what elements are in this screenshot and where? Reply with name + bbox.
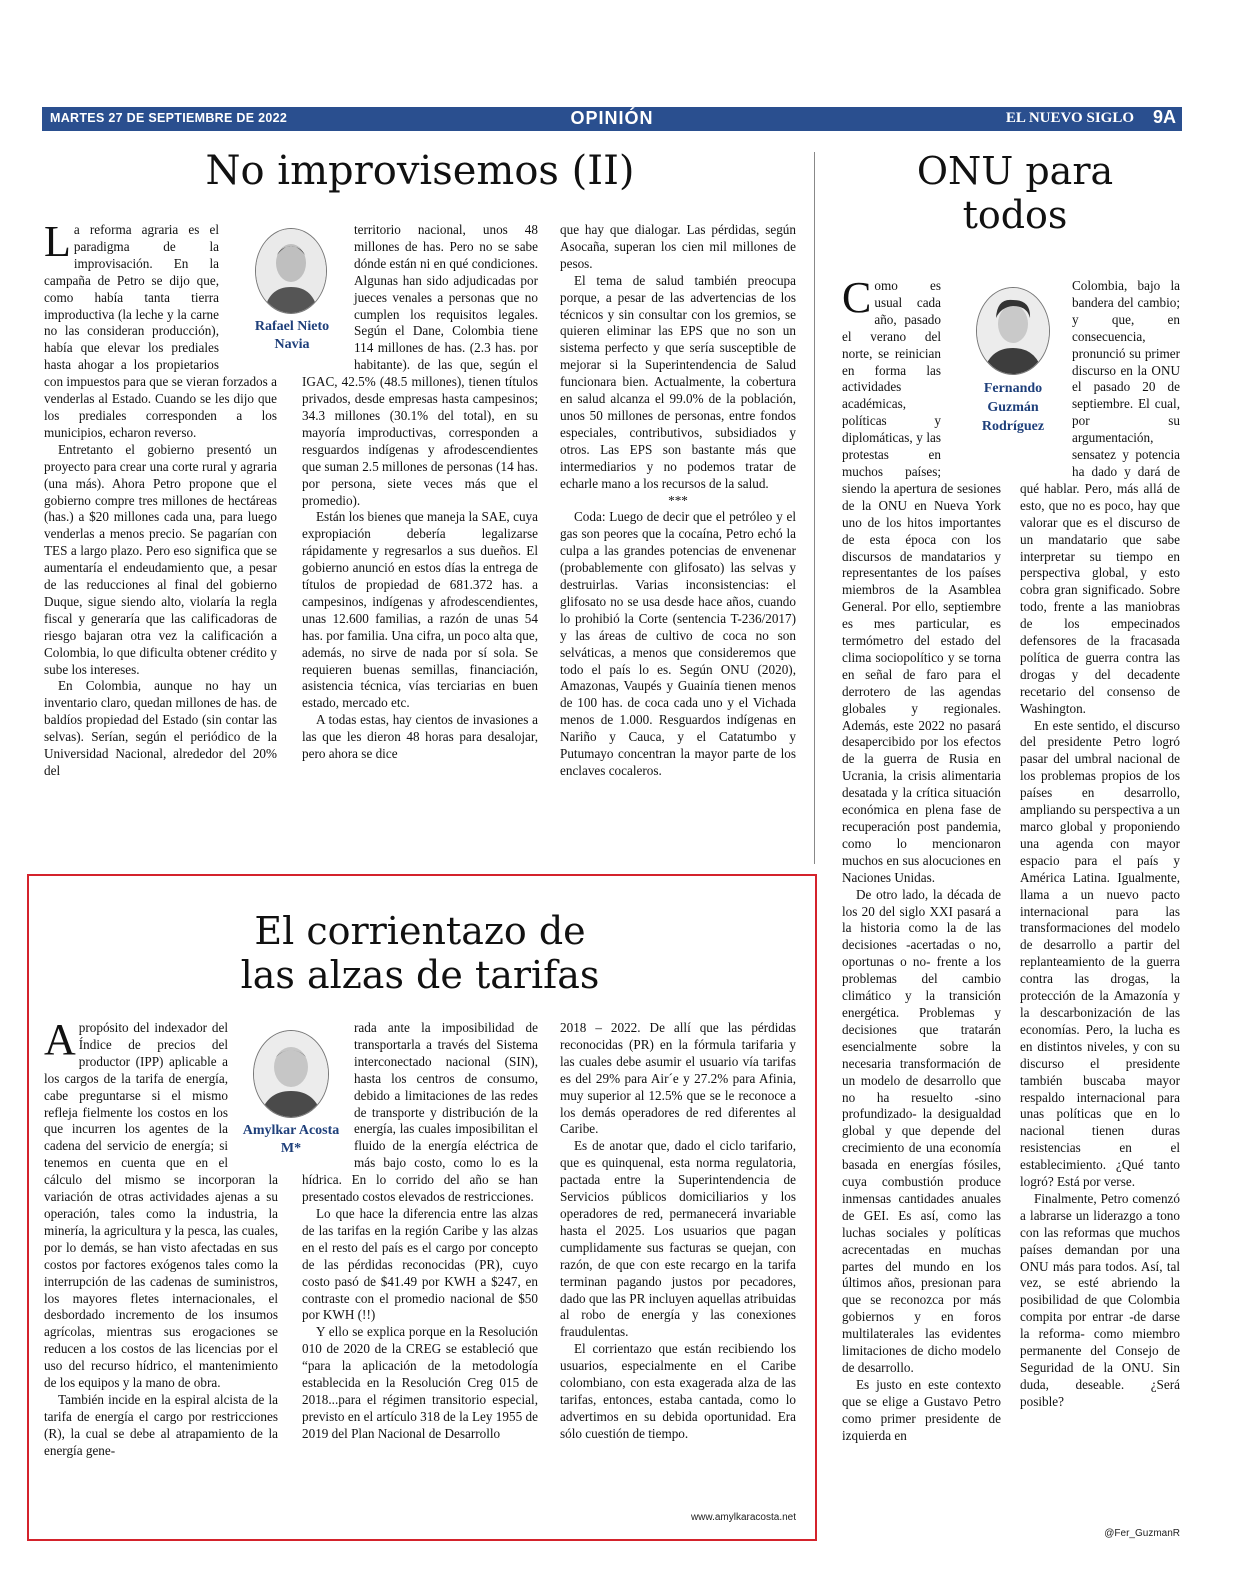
article3-column-1 xyxy=(842,273,1001,1445)
dropcap: L xyxy=(44,217,71,266)
dropcap: C xyxy=(842,273,872,322)
newspaper-name: EL NUEVO SIGLO xyxy=(1005,110,1134,126)
article2-paragraph: También incide en la espiral alcista de la tarifa de energía el cargo por restricciones (R), la cual se debe al atrapamiento de la energía gene- xyxy=(44,1391,278,1458)
article2-title-line-1: El corrientazo de xyxy=(254,909,586,953)
article2-title xyxy=(40,910,800,997)
article2-title-line-2: las alzas de tarifas xyxy=(240,952,600,997)
article2-paragraph: rada ante la imposibilidad de transportarla a través del Sistema interconectado nacional (SIN), hasta los centros de consumo, debido a limitaciones de las redes de transporte y distribución de la energía, las cuales imposibilitan el fluido de la energía eléctrica de más bajo costo, como lo es la hídrica. En lo corrido del año se han presentado costos elevados de restricciones. xyxy=(302,1020,538,1205)
article1-author-name: Rafael Nieto Navia xyxy=(254,319,330,352)
article2-website: www.amylkaracosta.net xyxy=(690,1512,796,1523)
section-separator: *** xyxy=(668,492,688,508)
article2-column-1 xyxy=(44,1015,278,1460)
article1-paragraph: que hay que dialogar. Las pérdidas, según Asocaña, superan los cien mil millones de pesos. xyxy=(560,222,796,271)
dropcap: A xyxy=(44,1015,76,1064)
article3-paragraph: Colombia, bajo la bandera del cambio; y que, en consecuencia, pronunció su primer discurso en la ONU el pasado 20 de septiembre. El cual, por su argumentación, sensatez y potencia ha dado y dará de qué hablar. Pero, más allá de esto, que no es poco, hay que valorar que es el discurso de un mandatario que sabe interpretar su tiempo en perspectiva global, y esto cobra gran significado. Sobre todo, frente a las maniobras de los empecinados defensores de la fracasada política de guerra contra las drogas y del decadente recetario del consenso de Washington. xyxy=(1020,278,1180,716)
article3-title-line-2: todos xyxy=(962,192,1068,237)
article3-column-2 xyxy=(1020,278,1180,1411)
article1-column-2 xyxy=(302,222,538,763)
article1-paragraph: A todas estas, hay cientos de invasiones a las que les dieron 48 horas para desalojar, pero ahora se dice xyxy=(302,712,538,762)
article3-paragraph: Finalmente, Petro comenzó a labrarse un liderazgo a tono con las reformas que muchos países demandan por una ONU más para todos. Así, tal vez, se esté abriendo la posibilidad de que Colombia compita por entrar -de darse la reforma- como miembro permanente del Consejo de Seguridad de la ONU. Sin duda, deseable. ¿Será posible? xyxy=(1020,1190,1180,1409)
article3-title xyxy=(830,150,1200,237)
article2-paragraph: El corrientazo que están recibiendo los usuarios, especialmente en el Caribe colombiano, con esta exagerada alza de las tarifas, entonces, estaba cantada, como lo advertimos en su debida oportunidad. Era sólo cuestión de tiempo. xyxy=(560,1341,796,1441)
article1-paragraph: Entretanto el gobierno presentó un proyecto para crear una corte rural y agraria (una más). Ahora Petro propone que el gobierno compre tres millones de hectáreas (has.) a $20 millones cada una, para luego venderlas a menos precio. Se pagarían con TES a largo plazo. Pero eso significa que se aumentaría el endeudamiento que, a pesar de las reducciones al final del gobierno Duque, sigue siendo alto, violaría la regla fiscal y generaría que las calificadoras de riesgo bajaran otra vez la calificación a Colombia, lo que dificulta obtener crédito y sube los intereses. xyxy=(44,441,277,677)
section-title: OPINIÓN xyxy=(570,108,654,128)
page-header-bar xyxy=(42,107,1182,131)
column-divider xyxy=(814,152,815,864)
article1-paragraph: Están los bienes que maneja la SAE, cuya expropiación debería legalizarse rápidamente y regresarlos a sus dueños. El gobierno anunció en estos días la entrega de títulos de propiedad de 681.372 has. a campesinos, indígenas y afrodescendientes, unas 12.600 familias, a razón de unas 54 has. por familia. Una cifra, un poco alta que, además, no sirve de nada por sí sola. Se requieren buenas semillas, financiación, asistencia técnica, vías terciarias en buen estado, mercado etc. xyxy=(302,509,538,711)
page-number: 9A xyxy=(1152,107,1176,127)
article3-title-line-1: ONU para xyxy=(916,149,1114,193)
article3-paragraph: Es justo en este contexto que se elige a Gustavo Petro como primer presidente de izquierda en xyxy=(842,1376,1001,1443)
article1-paragraph: El tema de salud también preocupa porque, a pesar de las advertencias de los técnicos y sin consultar con los gremios, se quieren eliminar las EPS que no son un sistema perfecto y que sería susceptible de mejorar si la Superintendencia de Salud funcionara bien. Actualmente, la cobertura en salud alcanza el 99.0% de la población, unos 50 millones de personas, entre fondos especiales, contributivos, subsidiados y otros. Las EPS son bastante más que intermediarios y no podemos tratar de echarle mano a los recursos de la salud. xyxy=(560,272,796,491)
article1-title: No improvisemos (II) xyxy=(205,148,635,194)
article3-paragraph: De otro lado, la década de los 20 del siglo XXI pasará a la historia como la de las decisiones -acertadas o no, oportunas o no- frente a los problemas del cambio climático y la transición energética. Problemas y decisiones que tratarán esencialmente sobre la necesaria transformación de un modelo de desarrollo que no ha resuelto -sino profundizado- la desigualdad global y que depende del crecimiento de una economía basada en energías fósiles, cuya combustión produce inmensas cantidades anuales de GEI. Es así, como las luchas sociales y políticas acrecentadas en muchas partes del mundo en los últimos años, presionan para que se reconozca por más gobiernos y en foros multilaterales las evidentes limitaciones de dicho modelo de desarrollo. xyxy=(842,886,1001,1375)
article2-paragraph: A propósito del indexador del Índice de precios del productor (IPP) aplicable a los cargos de la tarifa de energía, cabe preguntarse si el mismo refleja fielmente los costos en los que incurren los agentes de la cadena del servicio de energía; si tenemos en cuenta que en el cálculo del mismo se incorporan la variación de otras actividades ajenas a su operación, tales como la industria, la minería, la agricultura y la pesca, las cuales, por lo demás, se han visto afectadas en sus costos por factores exógenos tales como la interrupción de las cadenas de suministros, los mayores fletes internacionales, el desbordado incremento de los insumos agrícolas, mientras sus erogaciones se reducen a los costos de las licencias por el uso del recurso hídrico, el mantenimiento de los equipos y la mano de obra. xyxy=(44,1015,278,1391)
article3-twitter-handle: @Fer_GuzmanR xyxy=(1104,1528,1180,1539)
article3-paragraph: En este sentido, el discurso del presidente Petro logró pasar del umbral nacional de los problemas propios de los países en desarrollo, ampliando su perspectiva a un marco global y proponiendo una agenda con mayor espacio para el país y América Latina. Igualmente, llama a un nuevo pacto internacional para las transformaciones del modelo de desarrollo a partir del replanteamiento de la guerra contra las drogas, la protección de la Amazonía y la descarbonización de las economías. Pero, la lucha es en distintos niveles, y con su discurso el presidente también buscaba mayor respaldo internacional para unas políticas que en lo nacional tienen duras resistencias en el establecimiento. ¿Qué tanto logró? Está por verse. xyxy=(1020,717,1180,1190)
article2-column-2 xyxy=(302,1020,538,1443)
issue-date: MARTES 27 DE SEPTIEMBRE DE 2022 xyxy=(50,111,288,125)
article1-paragraph: territorio nacional, unos 48 millones de has. Pero no se sabe dónde están ni en qué condiciones. Algunas han sido adjudicadas por jueces venales a personas que no cumplen los requisitos legales. Según el Dane, Colombia tiene 114 millones de has. (2.3 has. por habitante). de las que, según el IGAC, 42.5% (48.5 millones), tienen títulos privados, desde empresas hasta campesinos; 34.3 millones (30.1% del total), en su mayoría improductivas, corresponden a resguardos indígenas y afrodescendientes que suman 2.5 millones de personas (14 has. por persona, siete veces más que el promedio). xyxy=(302,222,538,508)
article1-paragraph: La reforma agraria es el paradigma de la improvisación. En la campaña de Petro se dijo que, como había tanta tierra improductiva (la leche y la carne no las consideran producción), había que elevar los prediales hasta ahogar a los propietarios con impuestos para que se vieran forzados a venderlas al Estado. Cuando se les dijo que los prediales corresponden a los municipios, echaron reverso. xyxy=(44,217,277,440)
article3-author-name: Fernando Guzmán Rodríguez xyxy=(981,381,1045,434)
article2-paragraph: Es de anotar que, dado el ciclo tarifario, que es quinquenal, esta norma regulatoria, pactada entre la Superintendencia de Servicios públicos domiciliarios y los operadores de red, permanecerá invariable hasta el 2025. Los usuarios que pagan cumplidamente sus facturas se quejan, con razón, de que con este recargo en la tarifa terminan pagando justos por pecadores, dado que las PR incluyen aquellas atribuidas al robo de energía y las conexiones fraudulentas. xyxy=(560,1138,796,1340)
article1-column-1-text xyxy=(44,217,277,780)
article2-paragraph: 2018 – 2022. De allí que las pérdidas reconocidas (PR) en la fórmula tarifaria y las cuales debe asumir el usuario vía tarifas es del 29% para Air´e y 27.2% para Afinia, muy superior al 12.5% que se le reconoce a los demás operadores de red diferentes al Caribe. xyxy=(560,1020,796,1137)
article2-author-name: Amylkar Acosta M* xyxy=(242,1123,340,1156)
article1-column-3 xyxy=(560,222,796,780)
article1-paragraph: Coda: Luego de decir que el petróleo y el gas son peores que la cocaína, Petro echó la culpa a las grandes potencias de envenenar (probablemente con glifosato) las selvas y destruirlas. Varias inconsistencias: el glifosato no se usa desde hace años, cuando lo prohibió la Corte (sentencia T-236/2017) y las áreas de cultivo de coca no son selváticas, a menos que consideremos que todo el país lo es. Según ONU (2020), Amazonas, Vaupés y Guainía tienen menos de 100 has. de coca cada uno y el Vichada menos de 1.000. Resguardos indígenas en Nariño y Cauca, y el Catatumbo y Putumayo concentran la mayor parte de los enclaves cocaleros. xyxy=(560,509,796,778)
article3-paragraph: Como es usual cada año, pasado el verano del norte, se reinician en forma las actividades académicas, políticas y diplomáticas, y las protestas en muchos países; siendo la apertura de sesiones de la ONU en Nueva York uno de los hitos importantes de esta época con los discursos de mandatarios y representantes de los países miembros de la Asamblea General. Por ello, septiembre es mes particular, es termómetro del estado del clima sociopolítico y se torna en señal de faro para el derrotero de las agendas globales y regionales. Además, este 2022 no pasará desapercibido por los efectos de la guerra de Rusia en Ucrania, la crisis alimentaria desatada y la crítica situación económica en plena fase de recuperación post pandemia, como lo mencionaron muchos en sus alocuciones en Naciones Unidas. xyxy=(842,273,1001,885)
article1-paragraph: En Colombia, aunque no hay un inventario claro, quedan millones de has. de baldíos propiedad del Estado (sin contar las selvas). Serían, según el periódico de la Universidad Nacional, alrededor del 20% del xyxy=(44,678,277,778)
article2-column-3 xyxy=(560,1020,796,1443)
article2-paragraph: Lo que hace la diferencia entre las alzas de las tarifas en la región Caribe y las alzas en el resto del país es el cargo por concepto de las pérdidas reconocidas (PR), cuyo costo pasó de $41.49 por KWH a $247, en contraste con el promedio nacional de $50 por KWH (!!) xyxy=(302,1205,538,1323)
article2-paragraph: Y ello se explica porque en la Resolución 010 de 2020 de la CREG se estableció que “para la aplicación de la metodología establecida en la Resolución Creg 015 de 2018...para el régimen transitorio especial, previsto en el artículo 318 de la Ley 1955 de 2019 del Plan Nacional de Desarrollo xyxy=(302,1324,538,1441)
